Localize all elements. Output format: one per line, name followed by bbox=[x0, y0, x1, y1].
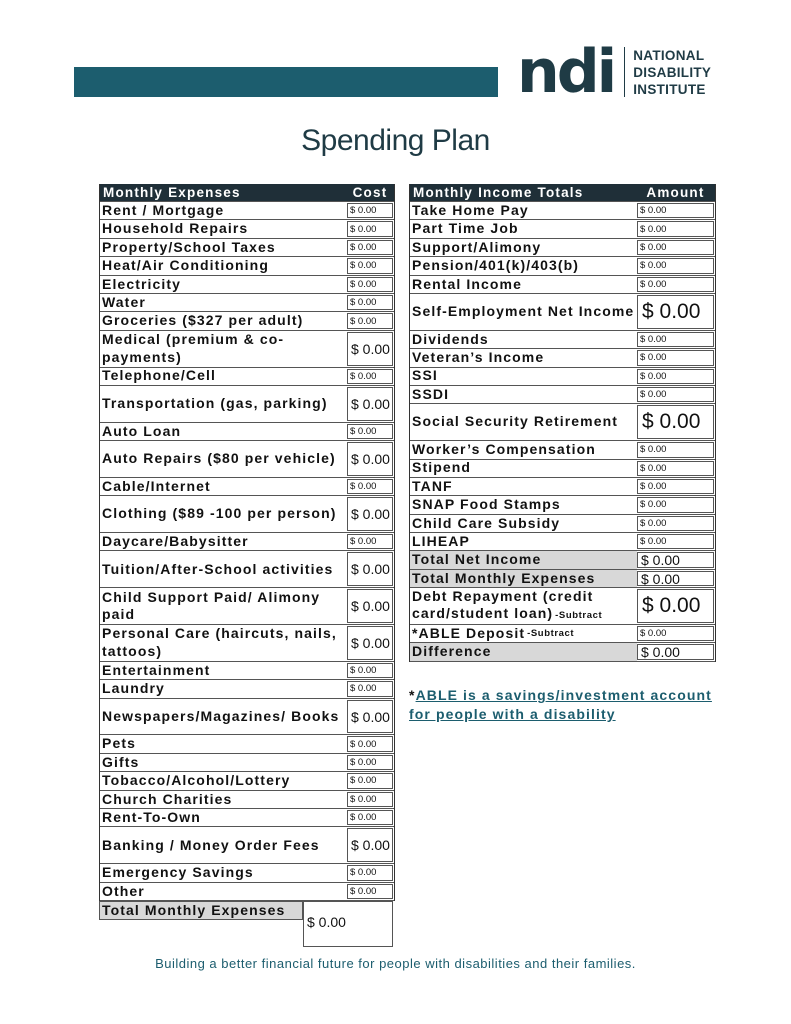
expense-label: Gifts bbox=[102, 753, 140, 770]
expense-row bbox=[100, 423, 394, 441]
expense-row bbox=[100, 883, 394, 901]
expense-label: Laundry bbox=[102, 680, 165, 697]
expense-row bbox=[100, 827, 394, 864]
expense-row bbox=[100, 625, 394, 662]
income-row bbox=[410, 257, 715, 275]
income-header-label: Monthly Income Totals bbox=[413, 185, 584, 200]
expense-label: Clothing ($89 -100 per person) bbox=[102, 505, 337, 522]
total-monthly-expenses-value[interactable]: $ 0.00 bbox=[637, 571, 714, 586]
income-label: Take Home Pay bbox=[412, 201, 529, 218]
expense-cost-input[interactable]: $ 0.00 bbox=[347, 865, 393, 880]
able-deposit-label bbox=[410, 625, 637, 642]
expense-label: Rent-To-Own bbox=[102, 808, 201, 825]
income-label: LIHEAP bbox=[412, 533, 470, 550]
expense-cost-input[interactable]: $ 0.00 bbox=[347, 258, 393, 273]
expense-label: Daycare/Babysitter bbox=[102, 533, 249, 550]
expense-cost-input[interactable]: $ 0.00 bbox=[347, 479, 393, 494]
income-amount-input[interactable]: $ 0.00 bbox=[637, 332, 714, 347]
income-row bbox=[410, 220, 715, 238]
expense-label: Banking / Money Order Fees bbox=[102, 836, 320, 853]
able-deposit-text: *ABLE Deposit bbox=[412, 624, 526, 641]
logo-mark: ndi bbox=[517, 37, 615, 107]
debt-repayment-text: Debt Repayment (credit card/student loan) bbox=[412, 587, 594, 622]
income-amount-input[interactable]: $ 0.00 bbox=[637, 387, 714, 402]
income-row bbox=[410, 441, 715, 459]
expense-row bbox=[100, 735, 394, 753]
income-amount-input[interactable]: $ 0.00 bbox=[637, 479, 714, 494]
income-row bbox=[410, 368, 715, 386]
difference-label: Difference bbox=[410, 643, 637, 660]
income-label: Veteran’s Income bbox=[412, 349, 545, 366]
expense-label: Child Support Paid/ Alimony paid bbox=[102, 588, 321, 623]
expense-row bbox=[100, 386, 394, 423]
expense-row bbox=[100, 754, 394, 772]
income-amount-input[interactable]: $ 0.00 bbox=[637, 277, 714, 292]
expense-cost-input[interactable]: $ 0.00 bbox=[347, 332, 393, 366]
income-row bbox=[410, 478, 715, 496]
expense-cost-input[interactable]: $ 0.00 bbox=[347, 424, 393, 439]
expense-cost-input[interactable]: $ 0.00 bbox=[347, 792, 393, 807]
total-expenses-label: Total Monthly Expenses bbox=[99, 901, 303, 920]
income-label: Worker’s Compensation bbox=[412, 441, 596, 458]
total-net-income-value[interactable]: $ 0.00 bbox=[637, 552, 714, 567]
expenses-table bbox=[99, 184, 395, 901]
difference-row bbox=[410, 643, 715, 661]
expense-row bbox=[100, 772, 394, 790]
able-deposit-value[interactable]: $ 0.00 bbox=[637, 626, 714, 641]
expense-cost-input[interactable]: $ 0.00 bbox=[347, 552, 393, 586]
expense-cost-input[interactable]: $ 0.00 bbox=[347, 681, 393, 696]
expense-row bbox=[100, 496, 394, 533]
expense-cost-input[interactable]: $ 0.00 bbox=[347, 240, 393, 255]
total-net-income-label: Total Net Income bbox=[410, 551, 637, 568]
expense-cost-input[interactable]: $ 0.00 bbox=[347, 497, 393, 531]
expense-row bbox=[100, 202, 394, 220]
income-amount-input[interactable]: $ 0.00 bbox=[637, 221, 714, 236]
expense-row bbox=[100, 220, 394, 238]
footer-tagline: Building a better financial future for people with disabilities and their families. bbox=[155, 956, 636, 971]
logo-line-1: NATIONAL bbox=[633, 47, 705, 63]
expense-label: Groceries ($327 per adult) bbox=[102, 312, 304, 329]
expense-cost-input[interactable]: $ 0.00 bbox=[347, 277, 393, 292]
expense-cost-input[interactable]: $ 0.00 bbox=[347, 387, 393, 421]
total-monthly-expenses-row bbox=[410, 570, 715, 588]
income-amount-input[interactable]: $ 0.00 bbox=[637, 534, 714, 549]
expense-cost-input[interactable]: $ 0.00 bbox=[347, 313, 393, 328]
expense-row bbox=[100, 809, 394, 827]
expense-cost-input[interactable]: $ 0.00 bbox=[347, 828, 393, 862]
income-row bbox=[410, 515, 715, 533]
income-amount-input[interactable]: $ 0.00 bbox=[637, 240, 714, 255]
able-info-link[interactable]: ABLE is a savings/investment account for people with a disability bbox=[409, 687, 712, 722]
expense-row bbox=[100, 331, 394, 368]
income-label: SSI bbox=[412, 367, 438, 384]
income-header bbox=[410, 184, 715, 202]
debt-repayment-subtract: -Subtract bbox=[555, 610, 603, 622]
expense-cost-input[interactable]: $ 0.00 bbox=[347, 810, 393, 825]
expense-cost-input[interactable]: $ 0.00 bbox=[347, 442, 393, 476]
expense-label: Tuition/After-School activities bbox=[102, 560, 334, 577]
expenses-header-cost: Cost bbox=[352, 185, 388, 200]
expenses-header-label: Monthly Expenses bbox=[103, 185, 241, 200]
income-label: SSDI bbox=[412, 385, 450, 402]
expense-label: Medical (premium & co-payments) bbox=[102, 331, 285, 365]
expenses-header bbox=[100, 184, 394, 202]
income-amount-input[interactable]: $ 0.00 bbox=[637, 497, 714, 512]
expense-label: Water bbox=[102, 293, 146, 310]
expense-label: Tobacco/Alcohol/Lottery bbox=[102, 772, 291, 789]
expense-row bbox=[100, 551, 394, 588]
income-row bbox=[410, 349, 715, 367]
income-label: Pension/401(k)/403(b) bbox=[412, 257, 580, 274]
income-label: Rental Income bbox=[412, 275, 522, 292]
income-amount-input[interactable]: $ 0.00 bbox=[637, 350, 714, 365]
expense-label: Cable/Internet bbox=[102, 477, 211, 494]
income-amount-input[interactable]: $ 0.00 bbox=[637, 405, 714, 439]
logo-line-2: DISABILITY bbox=[633, 64, 712, 80]
income-amount-input[interactable]: $ 0.00 bbox=[637, 203, 714, 218]
income-label: TANF bbox=[412, 477, 453, 494]
expense-row bbox=[100, 588, 394, 625]
total-net-income-row bbox=[410, 551, 715, 569]
income-table bbox=[409, 184, 716, 662]
income-header-amount: Amount bbox=[646, 185, 705, 200]
expense-label: Property/School Taxes bbox=[102, 238, 276, 255]
income-amount-input[interactable]: $ 0.00 bbox=[637, 516, 714, 531]
expense-row bbox=[100, 239, 394, 257]
income-label: SNAP Food Stamps bbox=[412, 496, 561, 513]
expense-label: Telephone/Cell bbox=[102, 367, 216, 384]
expense-cost-input[interactable]: $ 0.00 bbox=[347, 221, 393, 236]
income-label: Self-Employment Net Income bbox=[412, 303, 635, 320]
expense-label: Entertainment bbox=[102, 661, 211, 678]
income-row bbox=[410, 202, 715, 220]
expense-cost-input[interactable]: $ 0.00 bbox=[347, 534, 393, 549]
expense-label: Church Charities bbox=[102, 790, 233, 807]
expense-cost-input[interactable]: $ 0.00 bbox=[347, 773, 393, 788]
ndi-logo bbox=[517, 37, 712, 107]
expense-label: Electricity bbox=[102, 275, 182, 292]
expense-cost-input[interactable]: $ 0.00 bbox=[347, 884, 393, 899]
expense-cost-input[interactable]: $ 0.00 bbox=[347, 203, 393, 218]
expense-row bbox=[100, 864, 394, 882]
header-bar bbox=[74, 67, 498, 97]
expense-cost-input[interactable]: $ 0.00 bbox=[347, 755, 393, 770]
expense-label: Household Repairs bbox=[102, 220, 249, 237]
expense-row bbox=[100, 791, 394, 809]
expense-label: Emergency Savings bbox=[102, 864, 254, 881]
expense-row bbox=[100, 699, 394, 736]
expense-row bbox=[100, 662, 394, 680]
income-label: Part Time Job bbox=[412, 220, 519, 237]
expense-label: Newspapers/Magazines/ Books bbox=[102, 707, 340, 724]
income-amount-input[interactable]: $ 0.00 bbox=[637, 258, 714, 273]
expense-label: Auto Repairs ($80 per vehicle) bbox=[102, 450, 336, 467]
able-deposit-row bbox=[410, 625, 715, 643]
expense-label: Auto Loan bbox=[102, 422, 182, 439]
income-label: Support/Alimony bbox=[412, 238, 542, 255]
expense-row bbox=[100, 478, 394, 496]
expense-label: Personal Care (haircuts, nails, tattoos) bbox=[102, 625, 337, 659]
debt-repayment-value[interactable]: $ 0.00 bbox=[637, 589, 714, 623]
income-row bbox=[410, 386, 715, 404]
expense-cost-input[interactable]: $ 0.00 bbox=[347, 736, 393, 751]
expense-cost-input[interactable]: $ 0.00 bbox=[347, 700, 393, 734]
income-row bbox=[410, 533, 715, 551]
income-row bbox=[410, 276, 715, 294]
expense-label: Transportation (gas, parking) bbox=[102, 395, 328, 412]
expense-label: Other bbox=[102, 882, 145, 899]
expense-cost-input[interactable]: $ 0.00 bbox=[347, 295, 393, 310]
debt-repayment-label bbox=[410, 588, 637, 624]
total-expenses-row bbox=[99, 901, 393, 947]
logo-text bbox=[633, 47, 711, 98]
total-monthly-expenses-label: Total Monthly Expenses bbox=[410, 570, 637, 587]
income-amount-input[interactable]: $ 0.00 bbox=[637, 295, 714, 329]
logo-divider bbox=[624, 47, 625, 97]
difference-value[interactable]: $ 0.00 bbox=[637, 644, 714, 659]
able-note bbox=[409, 686, 729, 724]
income-amount-input[interactable]: $ 0.00 bbox=[637, 461, 714, 476]
page-title: Spending Plan bbox=[301, 124, 490, 157]
expense-label: Pets bbox=[102, 735, 136, 752]
able-deposit-subtract: -Subtract bbox=[527, 627, 575, 639]
income-row bbox=[410, 496, 715, 514]
expense-row bbox=[100, 294, 394, 312]
income-label: Dividends bbox=[412, 330, 489, 347]
income-label: Social Security Retirement bbox=[412, 413, 618, 430]
income-amount-input[interactable]: $ 0.00 bbox=[637, 369, 714, 384]
expense-row bbox=[100, 441, 394, 478]
expense-cost-input[interactable]: $ 0.00 bbox=[347, 589, 393, 623]
expense-label: Rent / Mortgage bbox=[102, 201, 225, 218]
expense-row bbox=[100, 368, 394, 386]
income-row bbox=[410, 239, 715, 257]
expense-cost-input[interactable]: $ 0.00 bbox=[347, 369, 393, 384]
expense-cost-input[interactable]: $ 0.00 bbox=[347, 663, 393, 678]
income-amount-input[interactable]: $ 0.00 bbox=[637, 442, 714, 457]
debt-repayment-row bbox=[410, 588, 715, 625]
expense-cost-input[interactable]: $ 0.00 bbox=[347, 626, 393, 660]
expense-row bbox=[100, 680, 394, 698]
expense-row bbox=[100, 276, 394, 294]
able-note-star: * bbox=[409, 687, 416, 703]
expense-row bbox=[100, 312, 394, 330]
expense-row bbox=[100, 533, 394, 551]
income-row bbox=[410, 294, 715, 331]
expense-row bbox=[100, 257, 394, 275]
income-label: Child Care Subsidy bbox=[412, 514, 561, 531]
income-label: Stipend bbox=[412, 459, 472, 476]
expense-label: Heat/Air Conditioning bbox=[102, 257, 269, 274]
income-row bbox=[410, 404, 715, 441]
logo-line-3: INSTITUTE bbox=[633, 81, 706, 97]
income-row bbox=[410, 460, 715, 478]
income-row bbox=[410, 331, 715, 349]
total-expenses-value[interactable]: $ 0.00 bbox=[303, 901, 393, 947]
